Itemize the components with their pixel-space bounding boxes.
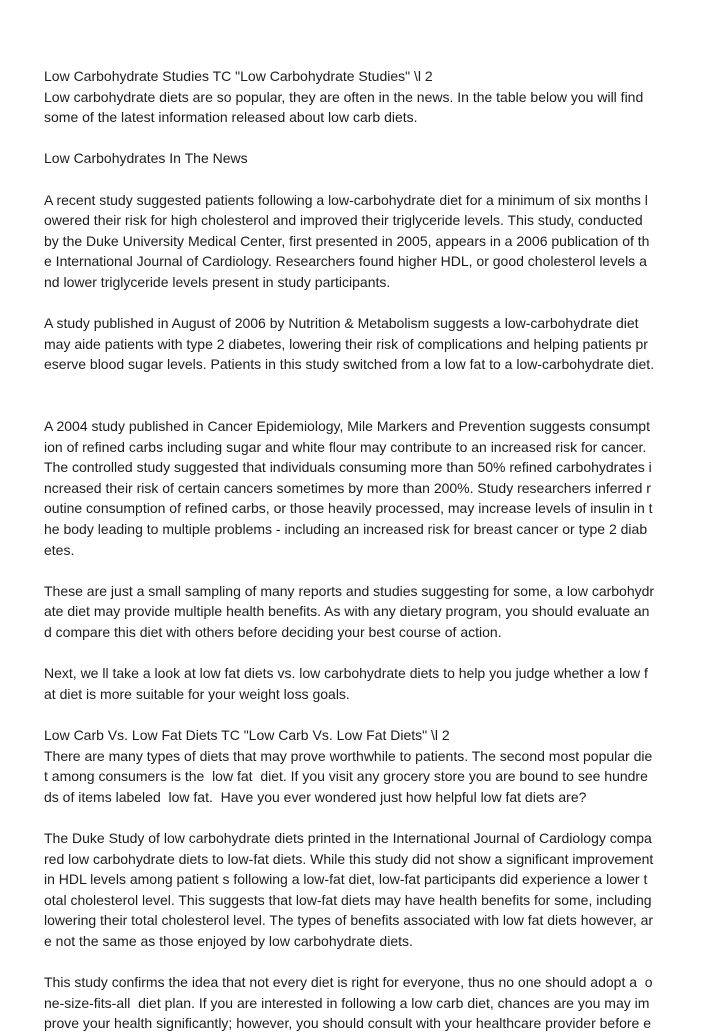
text-line: These are just a small sampling of many reports and studies suggesting for some, a low carbohydr [44, 582, 655, 599]
heading-line: Low Carbohydrates In The News [44, 150, 248, 167]
text-line: in HDL levels among patient s following a low-fat diet, low-fat participants did experience a lower t [44, 871, 648, 888]
text-line: There are many types of diets that may prove worthwhile to patients. The second most popular die [44, 747, 653, 764]
text-line: Low carbohydrate diets are so popular, they are often in the news. In the table below you will find [44, 88, 644, 105]
paragraph-gap [44, 704, 692, 725]
text-line: ne-size-fits-all diet plan. If you are interested in following a low carb diet, chances are you may im [44, 994, 650, 1011]
document-body [44, 66, 692, 1034]
text-line: e not the same as those enjoyed by low carbohydrate diets. [44, 932, 413, 949]
paragraph-sampling [44, 581, 692, 643]
section-heading-news [44, 148, 692, 169]
text-line: owered their risk for high cholesterol and improved their triglyceride levels. This study, conducted [44, 212, 643, 229]
text-line: Next, we ll take a look at low fat diets vs. low carbohydrate diets to help you judge whether a low f [44, 665, 648, 682]
paragraph-gap [44, 169, 692, 190]
text-line: This study confirms the idea that not every diet is right for everyone, thus no one should adopt a o [44, 974, 653, 991]
heading-line: Low Carb Vs. Low Fat Diets TC "Low Carb Vs. Low Fat Diets" \l 2 [44, 727, 450, 743]
text-line: nd lower triglyceride levels present in study participants. [44, 273, 391, 290]
heading-line: Low Carbohydrate Studies TC "Low Carbohydrate Studies" \l 2 [44, 68, 433, 84]
text-line: red low carbohydrate diets to low-fat diets. While this study did not show a significant improvement [44, 850, 654, 867]
text-line: The Duke Study of low carbohydrate diets printed in the International Journal of Cardiology compa [44, 829, 652, 846]
paragraph-duke-study [44, 190, 692, 293]
text-line: outine consumption of refined carbs, or those heavily processed, may increase levels of insulin in t [44, 500, 653, 517]
text-line: some of the latest information released about low carb diets. [44, 109, 418, 126]
paragraph-gap [44, 807, 692, 828]
text-line: The controlled study suggested that individuals consuming more than 50% refined carbohydrates i [44, 459, 652, 476]
text-line: otal cholesterol level. This suggests that low-fat diets may have health benefits for some, including [44, 891, 652, 908]
text-line: ion of refined carbs including sugar and white flour may contribute to an increased risk for cancer. [44, 438, 647, 455]
text-line: ds of items labeled low fat. Have you ever wondered just how helpful low fat diets are? [44, 788, 587, 805]
text-line: d compare this diet with others before deciding your best course of action. [44, 624, 502, 641]
text-line: he body leading to multiple problems - including an increased risk for breast cancer or type 2 diab [44, 521, 648, 538]
section-heading-low-carb-vs-low-fat [44, 725, 692, 807]
paragraph-gap [44, 128, 692, 149]
paragraph-gap [44, 293, 692, 314]
text-line: A study published in August of 2006 by Nutrition & Metabolism suggests a low-carbohydrate diet [44, 315, 639, 332]
text-line: etes. [44, 541, 75, 558]
paragraph-nutrition-metabolism [44, 313, 692, 375]
text-line: by the Duke University Medical Center, first presented in 2005, appears in a 2006 publication of th [44, 232, 650, 249]
text-line: eserve blood sugar levels. Patients in this study switched from a low fat to a low-carbohydrate diet. [44, 356, 655, 373]
text-line: e International Journal of Cardiology. Researchers found higher HDL, or good cholesterol levels a [44, 253, 647, 270]
text-line: may aide patients with type 2 diabetes, lowering their risk of complications and helping patients pr [44, 335, 648, 352]
paragraph-gap [44, 560, 692, 581]
text-line: ate diet may provide multiple health benefits. As with any dietary program, you should evaluate an [44, 603, 650, 620]
text-line: t among consumers is the low fat diet. If you visit any grocery store you are bound to see hundre [44, 768, 648, 785]
paragraph-duke-comparison [44, 828, 692, 952]
paragraph-cancer-epidemiology [44, 416, 692, 560]
paragraph-gap [44, 643, 692, 664]
text-line: lowering their total cholesterol level. The types of benefits associated with low fat diets however, ar [44, 912, 654, 929]
paragraph-conclusion [44, 972, 692, 1034]
paragraph-gap [44, 952, 692, 973]
paragraph-next [44, 663, 692, 704]
text-line: A 2004 study published in Cancer Epidemiology, Mile Markers and Prevention suggests consumpt [44, 418, 650, 435]
paragraph-gap [44, 375, 692, 416]
text-line: prove your health significantly; however, you should consult with your healthcare provider before e [44, 1015, 652, 1032]
text-line: ncreased their risk of certain cancers sometimes by more than 200%. Study researchers inferred r [44, 479, 651, 496]
text-line: A recent study suggested patients following a low-carbohydrate diet for a minimum of six months l [44, 191, 648, 208]
section-heading-low-carbohydrate-studies [44, 66, 692, 128]
text-line: at diet is more suitable for your weight loss goals. [44, 685, 350, 702]
